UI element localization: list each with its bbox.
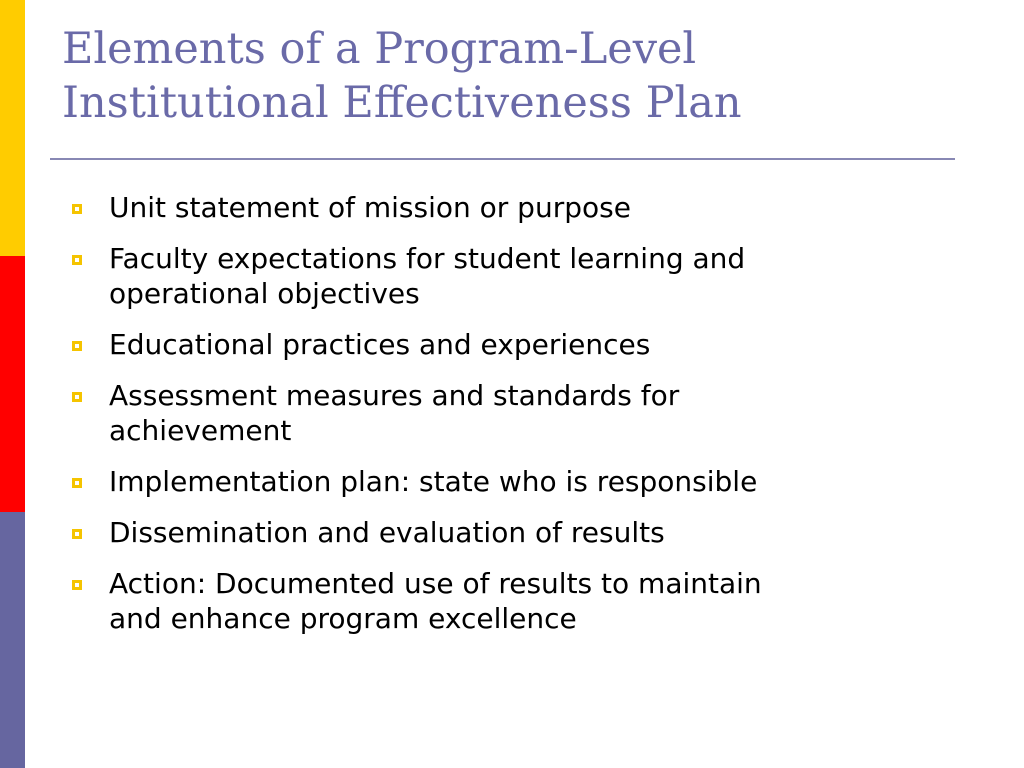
bullet-line: Faculty expectations for student learning and bbox=[109, 242, 746, 275]
bullet-line: Action: Documented use of results to maintain bbox=[109, 567, 762, 600]
bullet-line: Assessment measures and standards for bbox=[109, 379, 680, 412]
slide-title bbox=[62, 22, 962, 130]
square-bullet-icon bbox=[72, 341, 82, 351]
square-bullet-icon bbox=[72, 204, 82, 214]
bullet-text bbox=[109, 327, 952, 362]
bullet-list bbox=[72, 190, 952, 652]
bullet-line: operational objectives bbox=[109, 277, 420, 310]
slide-title-line-1: Elements of a Program-Level bbox=[62, 24, 697, 74]
bullet-line: Educational practices and experiences bbox=[109, 328, 651, 361]
square-bullet-icon bbox=[72, 255, 82, 265]
accent-stripe-blue bbox=[0, 512, 25, 768]
bullet-line: Dissemination and evaluation of results bbox=[109, 516, 665, 549]
bullet-text bbox=[109, 378, 952, 448]
title-divider bbox=[50, 158, 955, 160]
bullet-item bbox=[72, 190, 952, 225]
bullet-item bbox=[72, 241, 952, 311]
square-bullet-icon bbox=[72, 478, 82, 488]
bullet-text bbox=[109, 464, 952, 499]
bullet-line: and enhance program excellence bbox=[109, 602, 577, 635]
accent-stripe-yellow bbox=[0, 0, 25, 256]
bullet-line: Unit statement of mission or purpose bbox=[109, 191, 631, 224]
bullet-item bbox=[72, 464, 952, 499]
square-bullet-icon bbox=[72, 529, 82, 539]
bullet-item bbox=[72, 566, 952, 636]
bullet-line: Implementation plan: state who is responsible bbox=[109, 465, 758, 498]
bullet-text bbox=[109, 566, 952, 636]
square-bullet-icon bbox=[72, 392, 82, 402]
bullet-line: achievement bbox=[109, 414, 292, 447]
bullet-item bbox=[72, 378, 952, 448]
slide-title-line-2: Institutional Effectiveness Plan bbox=[62, 78, 742, 128]
bullet-item bbox=[72, 515, 952, 550]
bullet-text bbox=[109, 190, 952, 225]
bullet-item bbox=[72, 327, 952, 362]
bullet-text bbox=[109, 515, 952, 550]
square-bullet-icon bbox=[72, 580, 82, 590]
bullet-text bbox=[109, 241, 952, 311]
accent-stripe-red bbox=[0, 256, 25, 512]
